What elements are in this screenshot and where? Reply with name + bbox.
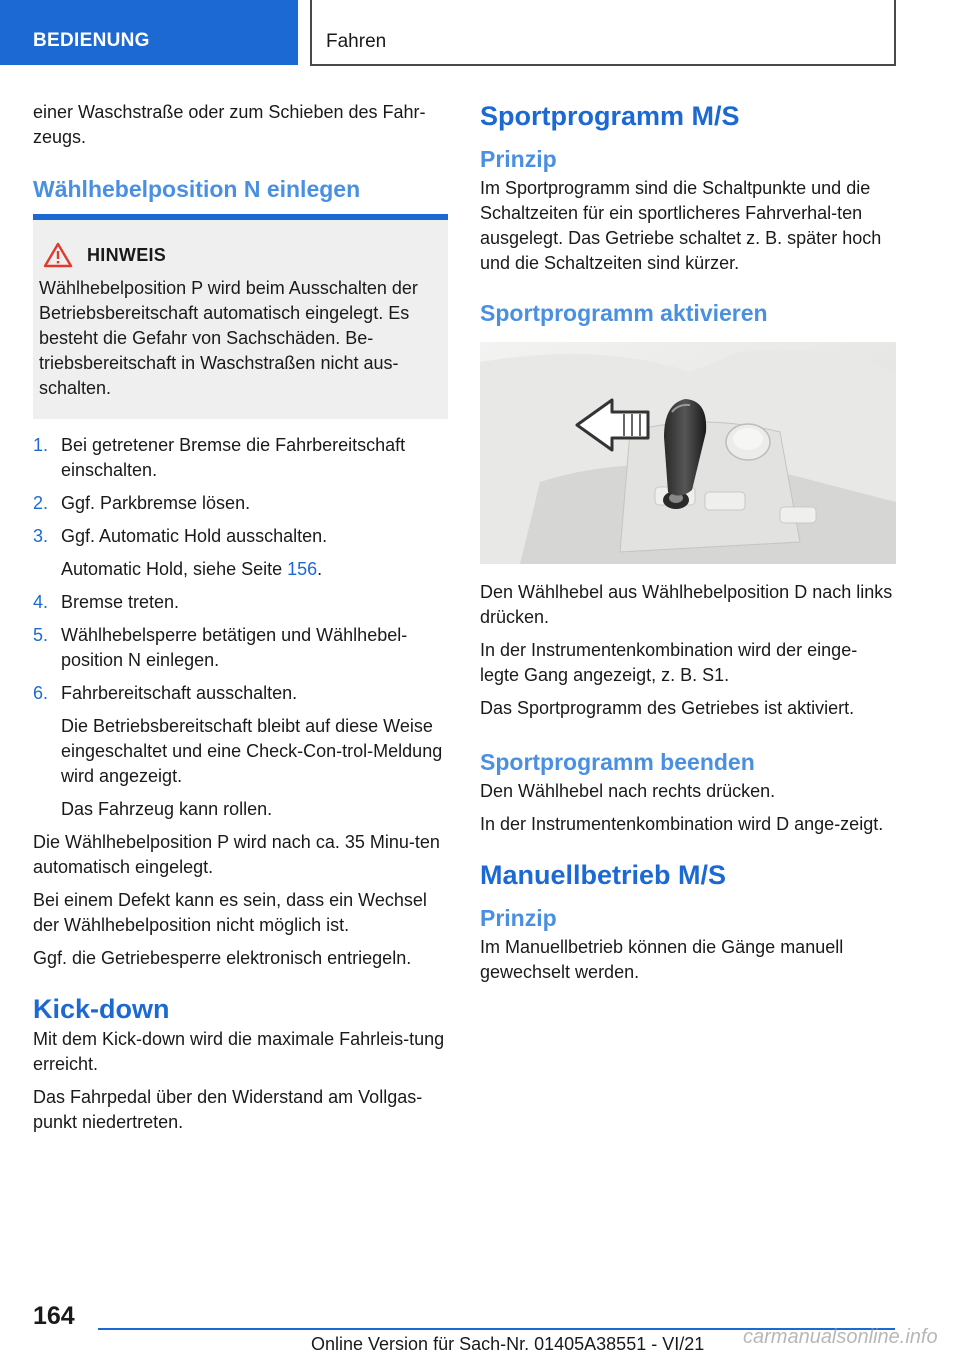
step-extra-text: Automatic Hold, siehe Seite	[61, 559, 288, 579]
right-column	[480, 100, 896, 993]
step-number: 5.	[33, 625, 49, 645]
gear-selector-photo	[480, 342, 896, 564]
body-paragraph: Bei einem Defekt kann es sein, dass ein Wechsel der Wählhebelposition nicht möglich ist.	[33, 890, 427, 935]
beenden-paragraph: Den Wählhebel nach rechts drücken.	[480, 781, 776, 801]
step-extra	[61, 557, 327, 582]
step-text: Wählhebelsperre betätigen und Wählhebel-position N einlegen.	[61, 625, 408, 670]
list-item	[33, 491, 448, 516]
kickdown-title: Kick-down	[33, 994, 170, 1024]
watermark: carmanualsonline.info	[743, 1326, 938, 1348]
notice-title: HINWEIS	[87, 244, 167, 265]
notice-box	[33, 214, 448, 419]
page-link[interactable]: 156	[287, 559, 318, 579]
kickdown-paragraph: Das Fahrpedal über den Widerstand am Vollgas-punkt niedertreten.	[33, 1087, 423, 1132]
step-text: Fahrbereitschaft ausschalten.	[61, 683, 298, 703]
step-extra-suffix: .	[317, 559, 323, 579]
step-number: 6.	[33, 683, 49, 703]
steps-list	[33, 433, 448, 822]
step-number: 4.	[33, 592, 49, 612]
header-section-label: BEDIENUNG	[33, 30, 150, 51]
step-extra: Die Betriebsbereitschaft bleibt auf diese Weise eingeschaltet und eine Check-Con-trol-Meldung wird angezeigt.	[61, 716, 443, 786]
step-number: 1.	[33, 435, 49, 455]
header-chapter-label: Fahren	[326, 31, 387, 52]
manuell-prinzip-text: Im Manuellbetrieb können die Gänge manuell gewechselt werden.	[480, 937, 844, 982]
notice-header	[39, 242, 442, 268]
beenden-paragraph: In der Instrumentenkombination wird D ange-zeigt.	[480, 814, 884, 834]
list-item	[33, 433, 448, 483]
aktivieren-title: Sportprogramm aktivieren	[480, 300, 768, 326]
warning-triangle-icon	[43, 242, 73, 268]
aktivieren-paragraph: Den Wählhebel aus Wählhebelposition D nach links drücken.	[480, 582, 893, 627]
list-item	[33, 590, 448, 615]
kickdown-paragraph: Mit dem Kick-down wird die maximale Fahrleis-tung erreicht.	[33, 1029, 445, 1074]
page-number: 164	[33, 1302, 75, 1330]
header-section-tab	[0, 0, 298, 65]
aktivieren-paragraph: In der Instrumentenkombination wird der einge-legte Gang angezeigt, z. B. S1.	[480, 640, 858, 685]
step-text: Ggf. Parkbremse lösen.	[61, 493, 251, 513]
body-paragraph: Ggf. die Getriebesperre elektronisch entriegeln.	[33, 948, 412, 968]
body-paragraph: Die Wählhebelposition P wird nach ca. 35 Minu-ten automatisch eingelegt.	[33, 832, 440, 877]
step-extra: Das Fahrzeug kann rollen.	[61, 799, 273, 819]
list-item	[33, 681, 448, 822]
sport-title: Sportprogramm M/S	[480, 101, 740, 131]
step-text: Ggf. Automatic Hold ausschalten.	[61, 526, 328, 546]
list-item	[33, 623, 448, 673]
header-chapter-tab	[310, 0, 896, 66]
step-number: 3.	[33, 526, 49, 546]
section-title-n: Wählhebelposition N einlegen	[33, 176, 361, 202]
step-text: Bei getretener Bremse die Fahrbereitschaft einschalten.	[61, 435, 406, 480]
left-column	[33, 100, 448, 1143]
step-text: Bremse treten.	[61, 592, 180, 612]
intro-paragraph: einer Waschstraße oder zum Schieben des Fahr-zeugs.	[33, 102, 426, 147]
manuell-title: Manuellbetrieb M/S	[480, 860, 727, 890]
online-version-text: Online Version für Sach-Nr. 01405A38551 - VI/21	[311, 1334, 705, 1354]
prinzip-title: Prinzip	[480, 146, 557, 172]
manuell-prinzip-title: Prinzip	[480, 905, 557, 931]
list-item	[33, 524, 448, 582]
beenden-title: Sportprogramm beenden	[480, 749, 755, 775]
prinzip-text: Im Sportprogramm sind die Schaltpunkte und die Schaltzeiten für ein sportlicheres Fahrverhal-ten ausgelegt. Das Getriebe schaltet z. B. später hoch und die Schaltzeiten sind kürzer.	[480, 178, 882, 273]
aktivieren-paragraph: Das Sportprogramm des Getriebes ist aktiviert.	[480, 698, 855, 718]
step-number: 2.	[33, 493, 49, 513]
notice-text: Wählhebelposition P wird beim Ausschalten der Betriebsbereitschaft automatisch eingelegt. Es besteht die Gefahr von Sachschäden. Be-triebsbereitschaft in Waschstraßen nicht aus-schalten.	[39, 278, 418, 398]
